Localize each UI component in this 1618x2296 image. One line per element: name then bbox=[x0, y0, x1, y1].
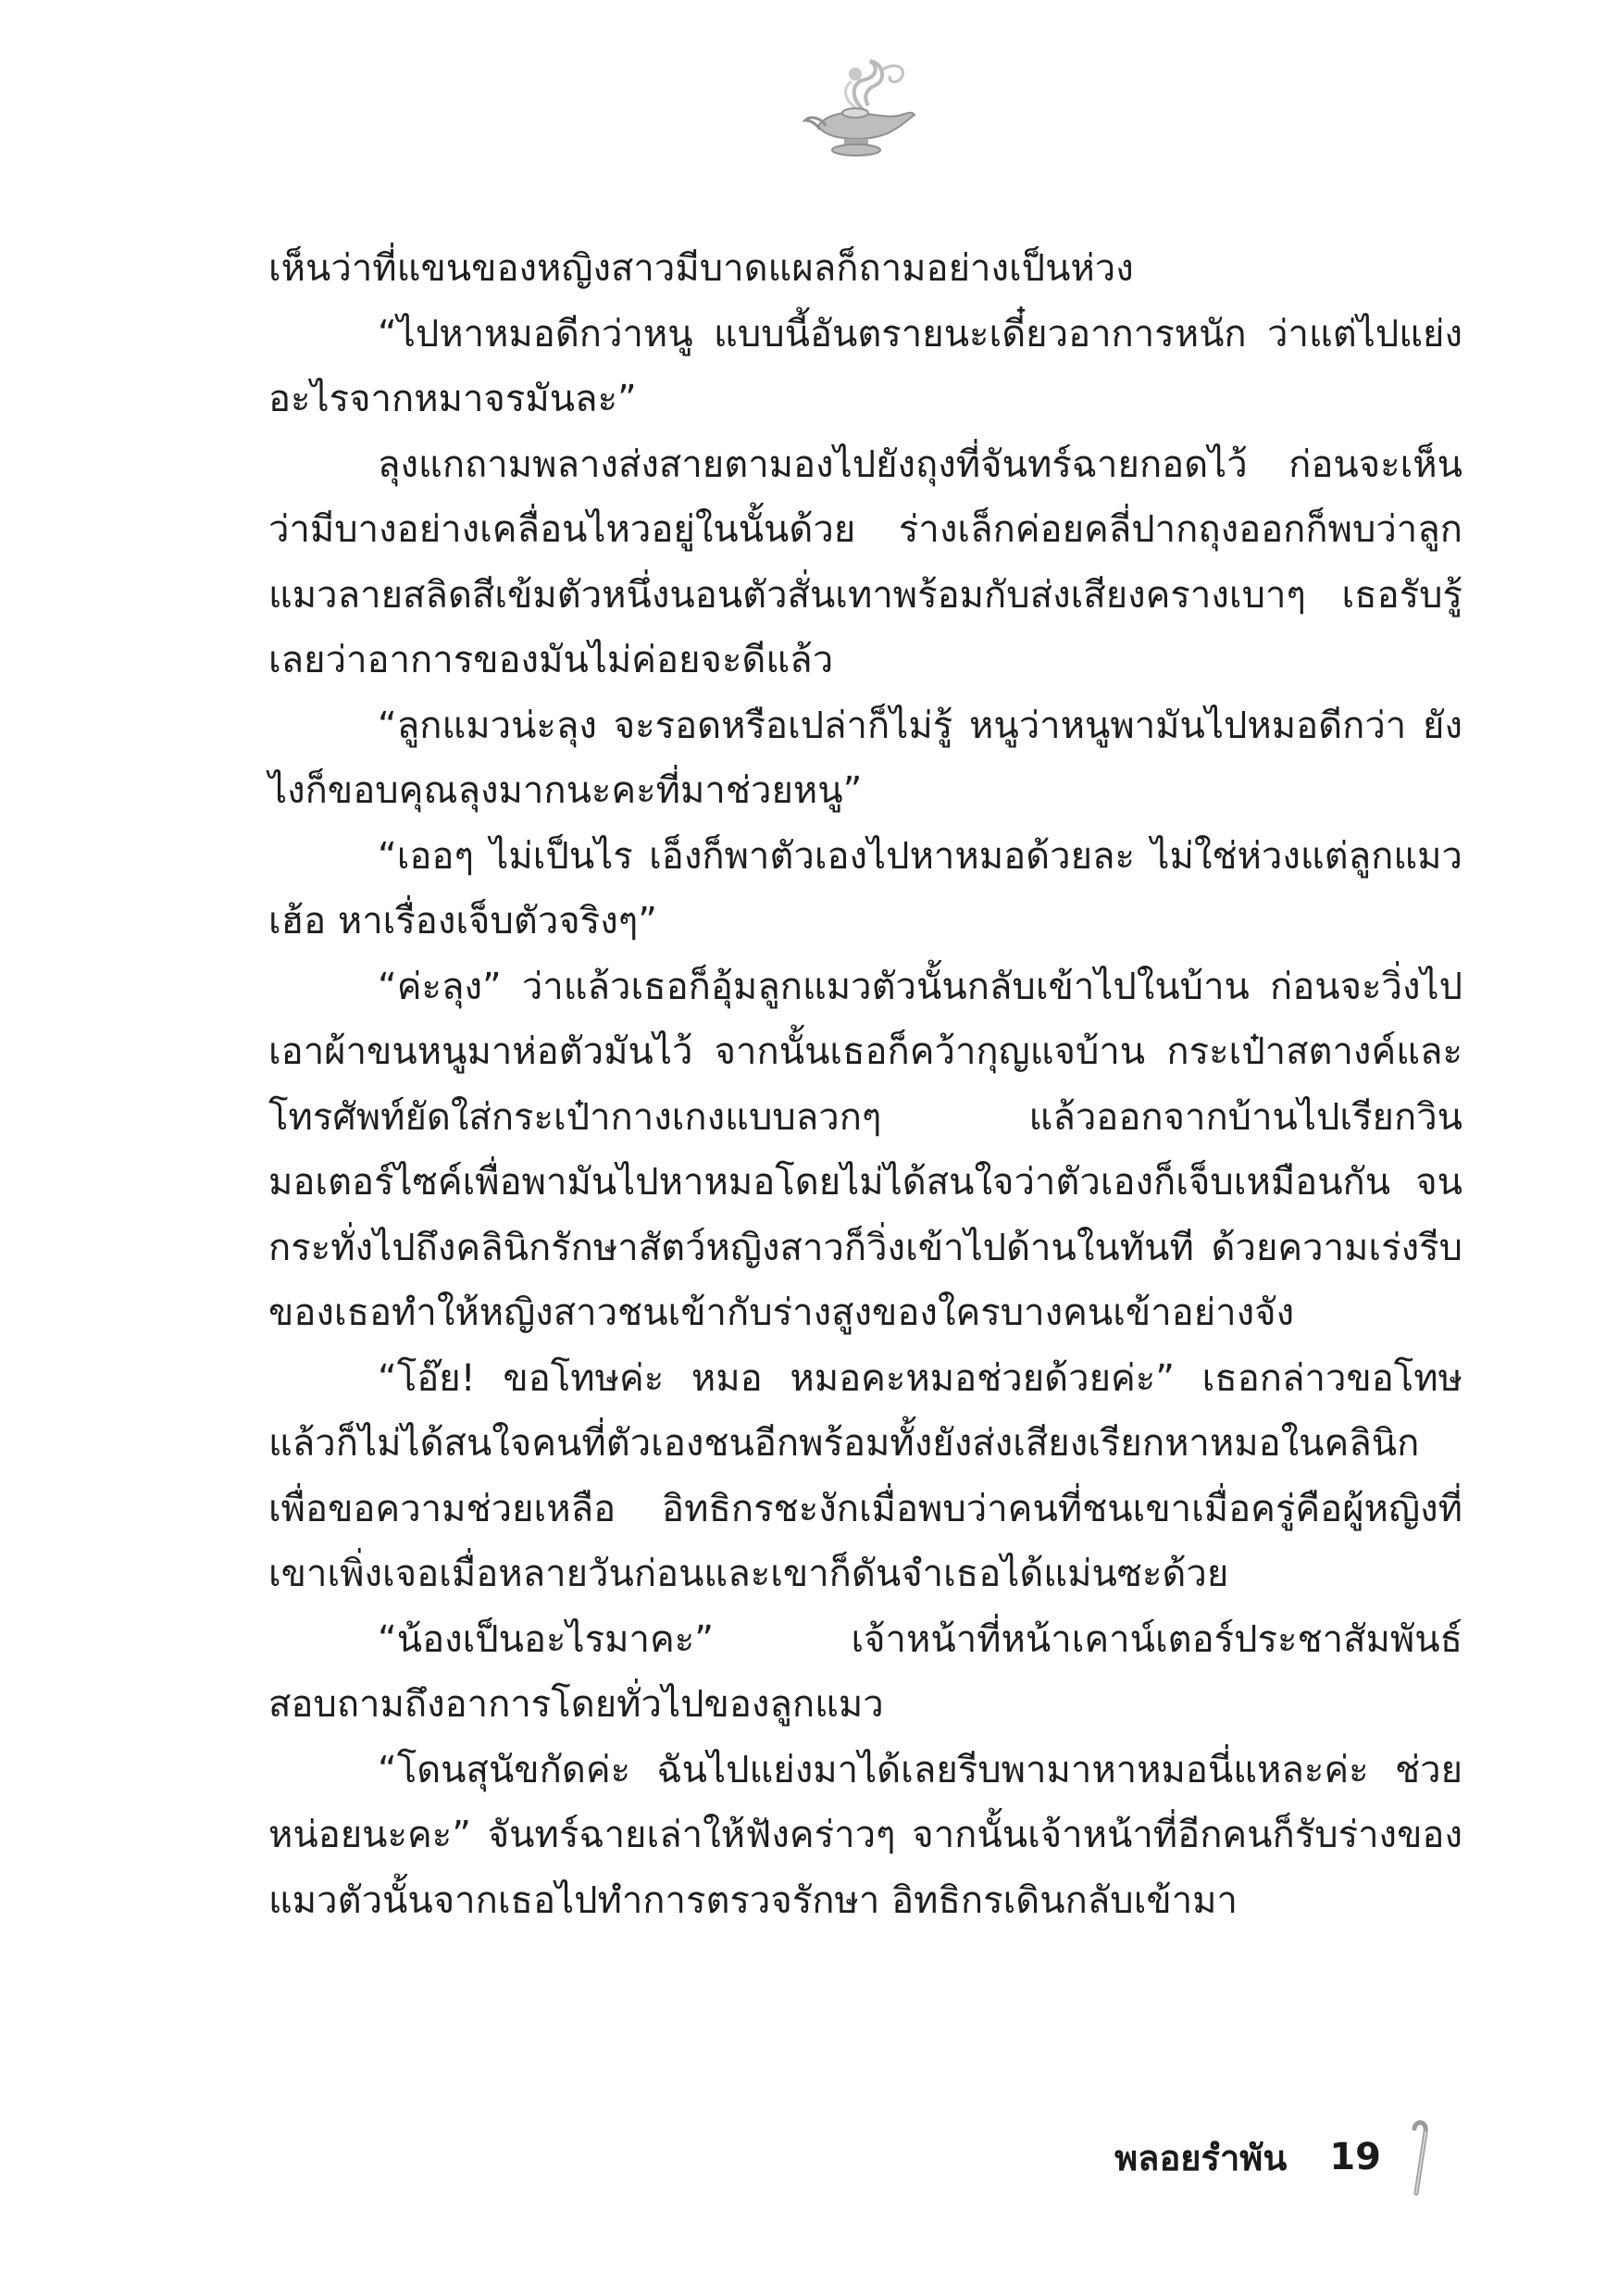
paragraph: “โอ๊ย! ขอโทษค่ะ หมอ หมอคะหมอช่วยด้วยค่ะ” เธอกล่าวขอโทษแล้วก็ไม่ได้สนใจคนที่ตัวเองชนอีกพร้อมทั้งยังส่งเสียงเรียกหาหมอในคลินิกเพื่อขอความช่วยเหลือ อิทธิกรชะงักเมื่อพบว่าคนที่ชนเขาเมื่อครู่คือผู้หญิงที่เขาเพิ่งเจอเมื่อหลายวันก่อนและเขาก็ดันจำเธอได้แม่นซะด้วย bbox=[268, 1356, 1462, 1595]
page-number: 19 bbox=[1329, 2136, 1381, 2178]
body-text bbox=[268, 236, 1462, 1933]
page-footer bbox=[1114, 2115, 1442, 2199]
paragraph: “ไปหาหมอดีกว่าหนู แบบนี้อันตรายนะเดี๋ยวอาการหนัก ว่าแต่ไปแย่งอะไรจากหมาจรมันละ” bbox=[268, 312, 1462, 420]
paragraph: “เออๆ ไม่เป็นไร เอ็งก็พาตัวเองไปหาหมอด้วยละ ไม่ใช่ห่วงแต่ลูกแมว เฮ้อ หาเรื่องเจ็บตัวจริงๆ” bbox=[268, 834, 1462, 942]
book-title: พลอยรำพัน bbox=[1114, 2137, 1288, 2178]
paragraph: “ลูกแมวน่ะลุง จะรอดหรือเปล่าก็ไม่รู้ หนูว่าหนูพามันไปหมอดีกว่า ยังไงก็ขอบคุณลุงมากนะคะที่มาช่วยหนู” bbox=[268, 704, 1462, 812]
cane-icon bbox=[1405, 2115, 1442, 2199]
paragraph: “น้องเป็นอะไรมาคะ” เจ้าหน้าที่หน้าเคาน์เตอร์ประชาสัมพันธ์สอบถามถึงอาการโดยทั่วไปของลูกแมว bbox=[268, 1617, 1462, 1726]
paragraph: “ค่ะลุง” ว่าแล้วเธอก็อุ้มลูกแมวตัวนั้นกลับเข้าไปในบ้าน ก่อนจะวิ่งไปเอาผ้าขนหนูมาห่อตัวมันไว้ จากนั้นเธอก็คว้ากุญแจบ้าน กระเป๋าสตางค์และโทรศัพท์ยัดใส่กระเป๋ากางเกงแบบลวกๆ แล้วออกจากบ้านไปเรียกวินมอเตอร์ไซค์เพื่อพามันไปหาหมอโดยไม่ได้สนใจว่าตัวเองก็เจ็บเหมือนกัน จนกระทั่งไปถึงคลินิกรักษาสัตว์หญิงสาวก็วิ่งเข้าไปด้านในทันที ด้วยความเร่งรีบของเธอทำให้หญิงสาวชนเข้ากับร่างสูงของใครบางคนเข้าอย่างจัง bbox=[268, 965, 1462, 1334]
paragraph: เห็นว่าที่แขนของหญิงสาวมีบาดแผลก็ถามอย่างเป็นห่วง bbox=[268, 247, 1134, 290]
paragraph: ลุงแกถามพลางส่งสายตามองไปยังถุงที่จันทร์ฉายกอดไว้ ก่อนจะเห็นว่ามีบางอย่างเคลื่อนไหวอยู่ในนั้นด้วย ร่างเล็กค่อยคลี่ปากถุงออกก็พบว่าลูกแมวลายสลิดสีเข้มตัวหนึ่งนอนตัวสั่นเทาพร้อมกับส่งเสียงครางเบาๆ เธอรับรู้เลยว่าอาการของมันไม่ค่อยจะดีแล้ว bbox=[268, 443, 1462, 681]
paragraph: “โดนสุนัขกัดค่ะ ฉันไปแย่งมาได้เลยรีบพามาหาหมอนี่แหละค่ะ ช่วยหน่อยนะคะ” จันทร์ฉายเล่าให้ฟังคร่าวๆ จากนั้นเจ้าหน้าที่อีกคนก็รับร่างของแมวตัวนั้นจากเธอไปทำการตรวจรักษา อิทธิกรเดินกลับเข้ามา bbox=[268, 1748, 1462, 1922]
genie-lamp-icon bbox=[798, 54, 918, 165]
